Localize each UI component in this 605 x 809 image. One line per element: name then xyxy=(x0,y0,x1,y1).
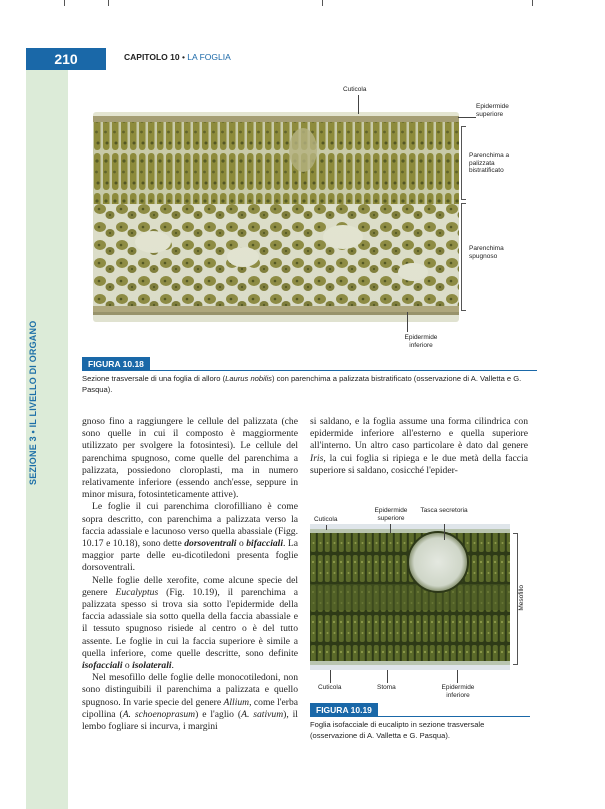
label-mesofillo-1019: Mesofillo xyxy=(518,585,525,611)
caption-1018-species: Laurus nobilis xyxy=(225,374,272,383)
bracket-palizzata-1018 xyxy=(461,126,466,200)
genus-allium: Allium xyxy=(223,696,250,708)
right-paragraph-1 xyxy=(310,416,528,477)
leader-epidermide-superiore-1018 xyxy=(458,117,476,118)
species-sativum: A. sativum xyxy=(241,708,284,720)
running-head xyxy=(124,52,231,62)
section-side-label: SEZIONE 3 • IL LIVELLO DI ORGANO xyxy=(28,320,38,485)
chapter-title: LA FOGLIA xyxy=(187,52,231,62)
chapter-separator: • xyxy=(179,52,188,62)
laurel-leaf-micrograph-svg xyxy=(93,112,459,322)
caption-1018-part-b: ) con parenchima a palizzata bistratificato (osservazione di A. Valletta e G. Pasqua). xyxy=(82,374,522,394)
laurel-leaf-micrograph xyxy=(93,112,459,322)
leader-cuticola-1018 xyxy=(358,95,359,114)
label-epidermide-superiore-1018: Epidermide superiore xyxy=(476,103,509,118)
label-tasca-secretoria-1019: Tasca secretoria xyxy=(420,507,468,514)
left-paragraph-4 xyxy=(82,672,298,733)
leader-cuticola-bottom-1019 xyxy=(330,670,331,683)
crop-marks xyxy=(0,0,605,8)
left-text-column xyxy=(82,416,298,733)
r1-text-b: , la cui foglia si ripiega e le due metà della faccia superiore si saldano, cosicché l'epider- xyxy=(310,452,528,476)
eucalyptus-leaf-micrograph xyxy=(310,524,510,670)
chapter-label: CAPITOLO 10 xyxy=(124,52,180,62)
caption-1018-part-a: Sezione trasversale di una foglia di alloro ( xyxy=(82,374,226,383)
label-parenchima-palizzata-1018: Parenchima a palizzata bistratificato xyxy=(469,152,510,174)
leader-cuticola-top-1019 xyxy=(326,525,327,530)
eucalyptus-leaf-micrograph-svg xyxy=(310,524,510,670)
label-cuticola-top-1019: Cuticola xyxy=(314,516,338,523)
term-bifacciali: bifacciali xyxy=(246,538,283,550)
left-paragraph-2 xyxy=(82,501,298,574)
leader-tasca-secretoria-1019 xyxy=(444,524,445,540)
genus-iris: Iris xyxy=(310,452,324,464)
figure-10-19-rule xyxy=(310,716,530,717)
label-stoma-1019: Stoma xyxy=(377,684,396,691)
p3-text-c: o xyxy=(122,660,133,672)
r1-text-a: si saldano, e la foglia assume una forma cilindrica con epidermide inferiore all'esterno e quella superiore all'interno. Un altro caso particolare è dato dal genere xyxy=(310,416,528,452)
term-isolaterali: isolaterali xyxy=(132,660,172,672)
p2-text-c: . La maggior parte delle eu-dicotiledoni presenta foglie dorsoventrali. xyxy=(82,538,298,574)
figure-10-19-caption: Foglia isofacciale di eucalipto in sezione trasversale (osservazione di A. Valletta e G. Pasqua). xyxy=(310,720,485,740)
leader-epidermide-inferiore-1019 xyxy=(457,670,458,683)
figure-10-18-rule xyxy=(82,370,537,371)
term-isofacciali: isofacciali xyxy=(82,660,123,672)
p4-text-a: Nel mesofillo delle foglie delle monocotiledoni, non sono distinguibili il parenchima a palizzata e quello spugnoso. In varie specie del genere xyxy=(82,672,298,708)
label-epidermide-inferiore-1019: Epidermide inferiore xyxy=(441,684,475,699)
figure-10-18-caption xyxy=(82,373,537,395)
right-text-column xyxy=(310,416,528,477)
label-cuticola-1018: Cuticola xyxy=(343,86,367,93)
figure-10-19-badge: FIGURA 10.19 xyxy=(310,703,378,717)
page-number: 210 xyxy=(26,48,106,70)
p4-text-d: ), il lembo fogliare si incurva, i margini xyxy=(82,708,298,733)
term-dorsoventrali: dorsoventrali xyxy=(184,538,237,550)
p4-text-b: , come l'erba cipollina ( xyxy=(82,696,298,720)
leader-stoma-1019 xyxy=(387,670,388,683)
leader-epidermide-inferiore-1018 xyxy=(407,312,408,332)
p4-text-c: ) e l'aglio ( xyxy=(195,708,242,720)
bracket-spugnoso-1018 xyxy=(461,203,466,311)
left-paragraph-3 xyxy=(82,575,298,673)
p2-text-b: o xyxy=(236,538,247,550)
left-paragraph-1: gnoso fino a raggiungere le cellule del palizzata (che sono quelle in cui il composto è maggiormente utilizzato per svolgere la fotosintesi). Le cellule del parenchima spugnoso, come quelle del parenchima a palizzata, possiedono cloroplasti, ma in numero relativamente inferiore (essendo anch'esse, seppure in minor misura, fotosinteticamente attive). xyxy=(82,416,298,501)
label-epidermide-superiore-1019: Epidermide superiore xyxy=(374,507,408,522)
label-parenchima-spugnoso-1018: Parenchima spugnoso xyxy=(469,245,504,260)
figure-10-18-badge: FIGURA 10.18 xyxy=(82,357,150,371)
genus-eucalyptus: Eucalyptus xyxy=(115,586,159,598)
label-epidermide-inferiore-1018: Epidermide inferiore xyxy=(404,334,438,349)
p2-text-a: Le foglie il cui parenchima clorofilliano è come sopra descritto, con parenchima a palizzata verso la faccia adassiale e lacunoso verso quella abassiale (Figg. 10.17 e 10.18), sono dette xyxy=(82,501,298,550)
p3-text-d: . xyxy=(171,660,174,672)
species-schoenoprasum: A. schoenoprasum xyxy=(122,708,196,720)
label-cuticola-bottom-1019: Cuticola xyxy=(318,684,342,691)
p3-text-a: Nelle foglie delle xerofite, come alcune specie del genere xyxy=(82,574,298,598)
leader-epidermide-superiore-1019 xyxy=(390,524,391,533)
p3-text-b: (Fig. 10.19), il parenchima a palizzata spesso si trova sia sotto l'epidermide della faccia adassiale sia sotto quella della faccia abassiale e il tessuto spugnoso risiede al centro o è del tutto assente. Le foglie in cui la faccia superiore è simile a quella inferiore, come quelle descritte, sono definite xyxy=(82,586,298,659)
